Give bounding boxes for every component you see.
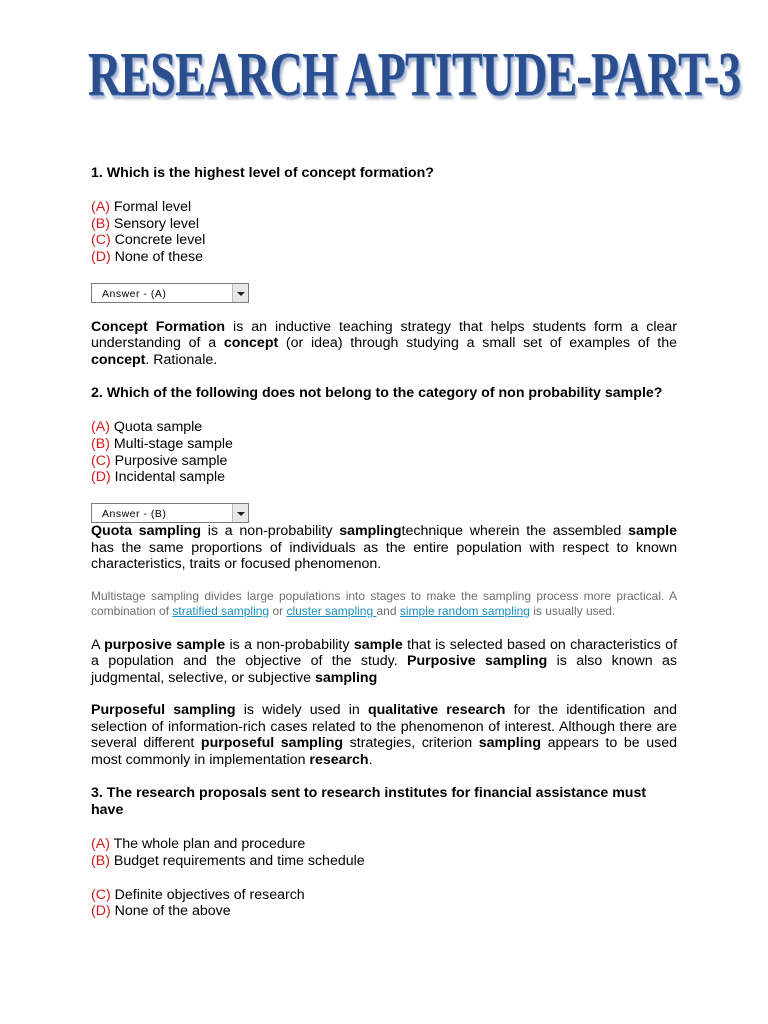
option-text: Concrete level bbox=[110, 232, 206, 249]
option-text: Quota sample bbox=[109, 419, 203, 436]
option-text: Budget requirements and time schedule bbox=[109, 852, 365, 869]
option-letter: (C) bbox=[91, 452, 111, 469]
option-text: Multi-stage sample bbox=[109, 436, 233, 453]
option-letter: (B) bbox=[91, 436, 110, 453]
option bbox=[91, 249, 677, 266]
text: Multistage sampling divides large populations into stages to make the sampling process more practical. A combination of bbox=[91, 588, 677, 619]
question-3-options bbox=[91, 836, 677, 920]
option bbox=[91, 436, 677, 453]
multistage-paragraph bbox=[91, 589, 677, 620]
text: that is selected based on characteristics of a population and the objective of the study. bbox=[91, 636, 678, 670]
option bbox=[91, 836, 677, 853]
option-text: Incidental sample bbox=[110, 469, 226, 486]
question-1: 1. Which is the highest level of concept formation? bbox=[91, 165, 434, 181]
text: (or idea) through studying a small set of examples of the bbox=[278, 335, 677, 352]
text: has the same proportions of individuals as the entire population with respect to known characteristics, traits or focused phenomenon. bbox=[91, 539, 677, 573]
question-3: 3. The research proposals sent to research institutes for financial assistance must have bbox=[91, 785, 647, 819]
option-text: Sensory level bbox=[109, 215, 200, 232]
text: and bbox=[376, 604, 400, 619]
option-text: Purposive sample bbox=[110, 452, 228, 469]
option-text: Formal level bbox=[109, 199, 192, 215]
option-letter: (C) bbox=[91, 232, 111, 249]
bold-term: sample bbox=[353, 636, 403, 653]
option bbox=[91, 887, 677, 904]
text: is a non-probability bbox=[201, 523, 340, 540]
explanation-1 bbox=[91, 319, 677, 369]
content bbox=[91, 165, 677, 920]
text: is also known as judgmental, selective, or subjective bbox=[91, 653, 677, 686]
page-title: RESEARCH APTITUDE-PART-3 bbox=[88, 41, 741, 109]
option-letter: (A) bbox=[91, 836, 110, 853]
text: for the identification and selection of information-rich cases related to the phenomenon of interest. Although there are several different bbox=[91, 702, 677, 752]
option bbox=[91, 232, 677, 249]
option bbox=[91, 469, 677, 486]
option bbox=[91, 453, 677, 470]
bold-term: sampling bbox=[314, 669, 378, 686]
option bbox=[91, 419, 677, 436]
option-letter: (A) bbox=[91, 199, 110, 215]
simple-random-sampling-link[interactable]: simple random sampling bbox=[399, 604, 530, 619]
option-text: None of these bbox=[110, 249, 203, 266]
text: is widely used in bbox=[235, 702, 368, 719]
quota-sampling-paragraph bbox=[91, 523, 677, 573]
option-letter: (B) bbox=[91, 215, 110, 232]
answer-dropdown-2[interactable] bbox=[91, 503, 249, 523]
bold-term: sampling bbox=[478, 735, 542, 752]
answer-dropdown-1[interactable] bbox=[91, 283, 249, 303]
bold-term: Purposeful sampling bbox=[91, 702, 236, 719]
text: or bbox=[269, 604, 287, 619]
bold-term: Quota sampling bbox=[91, 523, 202, 540]
answer-dropdown-value: Answer - (B) bbox=[102, 508, 167, 521]
question-2-options bbox=[91, 419, 677, 486]
option-letter: (D) bbox=[91, 903, 111, 920]
text: is an inductive teaching strategy that helps students form a clear understanding of a bbox=[91, 318, 677, 352]
option-letter: (D) bbox=[91, 469, 111, 486]
purposeful-sampling-paragraph bbox=[91, 702, 677, 768]
answer-dropdown-value: Answer - (A) bbox=[102, 287, 167, 300]
text: . bbox=[368, 751, 373, 768]
text: A bbox=[91, 636, 105, 653]
option-letter: (D) bbox=[91, 249, 111, 266]
text: . Rationale. bbox=[145, 351, 218, 368]
option bbox=[91, 853, 677, 870]
option-text: None of the above bbox=[110, 903, 231, 920]
bold-term: research bbox=[309, 751, 369, 768]
cluster-sampling-link[interactable]: cluster sampling bbox=[286, 604, 377, 619]
option-letter: (A) bbox=[91, 419, 110, 436]
question-1-options bbox=[91, 199, 677, 266]
text: appears to be used most commonly in implementation bbox=[91, 735, 677, 768]
bold-term: sample bbox=[628, 523, 677, 540]
text: technique wherein the assembled bbox=[401, 523, 629, 540]
bold-term: concept bbox=[223, 335, 279, 352]
option bbox=[91, 199, 677, 216]
question-2: 2. Which of the following does not belong to the category of non probability sample? bbox=[91, 385, 663, 402]
option bbox=[91, 216, 677, 233]
bold-term: Concept Formation bbox=[91, 318, 226, 335]
bold-term: purposeful sampling bbox=[200, 735, 344, 752]
bold-term: sampling bbox=[339, 523, 402, 540]
purposive-sample-paragraph bbox=[91, 637, 677, 687]
bold-term: purposive sample bbox=[104, 636, 226, 653]
text: strategies, criterion bbox=[343, 735, 479, 752]
option-text: Definite objectives of research bbox=[110, 886, 305, 903]
chevron-down-icon[interactable] bbox=[232, 504, 248, 522]
chevron-down-icon[interactable] bbox=[232, 284, 248, 302]
text: is a non-probability bbox=[225, 636, 354, 653]
text: is usually used. bbox=[529, 604, 616, 619]
bold-term: qualitative research bbox=[367, 702, 506, 719]
option bbox=[91, 903, 677, 920]
bold-term: concept bbox=[91, 351, 146, 368]
option-text: The whole plan and procedure bbox=[109, 836, 306, 853]
option-letter: (B) bbox=[91, 852, 110, 869]
stratified-sampling-link[interactable]: stratified sampling bbox=[172, 604, 270, 619]
option-letter: (C) bbox=[91, 886, 111, 903]
bold-term: Purposive sampling bbox=[407, 653, 548, 670]
